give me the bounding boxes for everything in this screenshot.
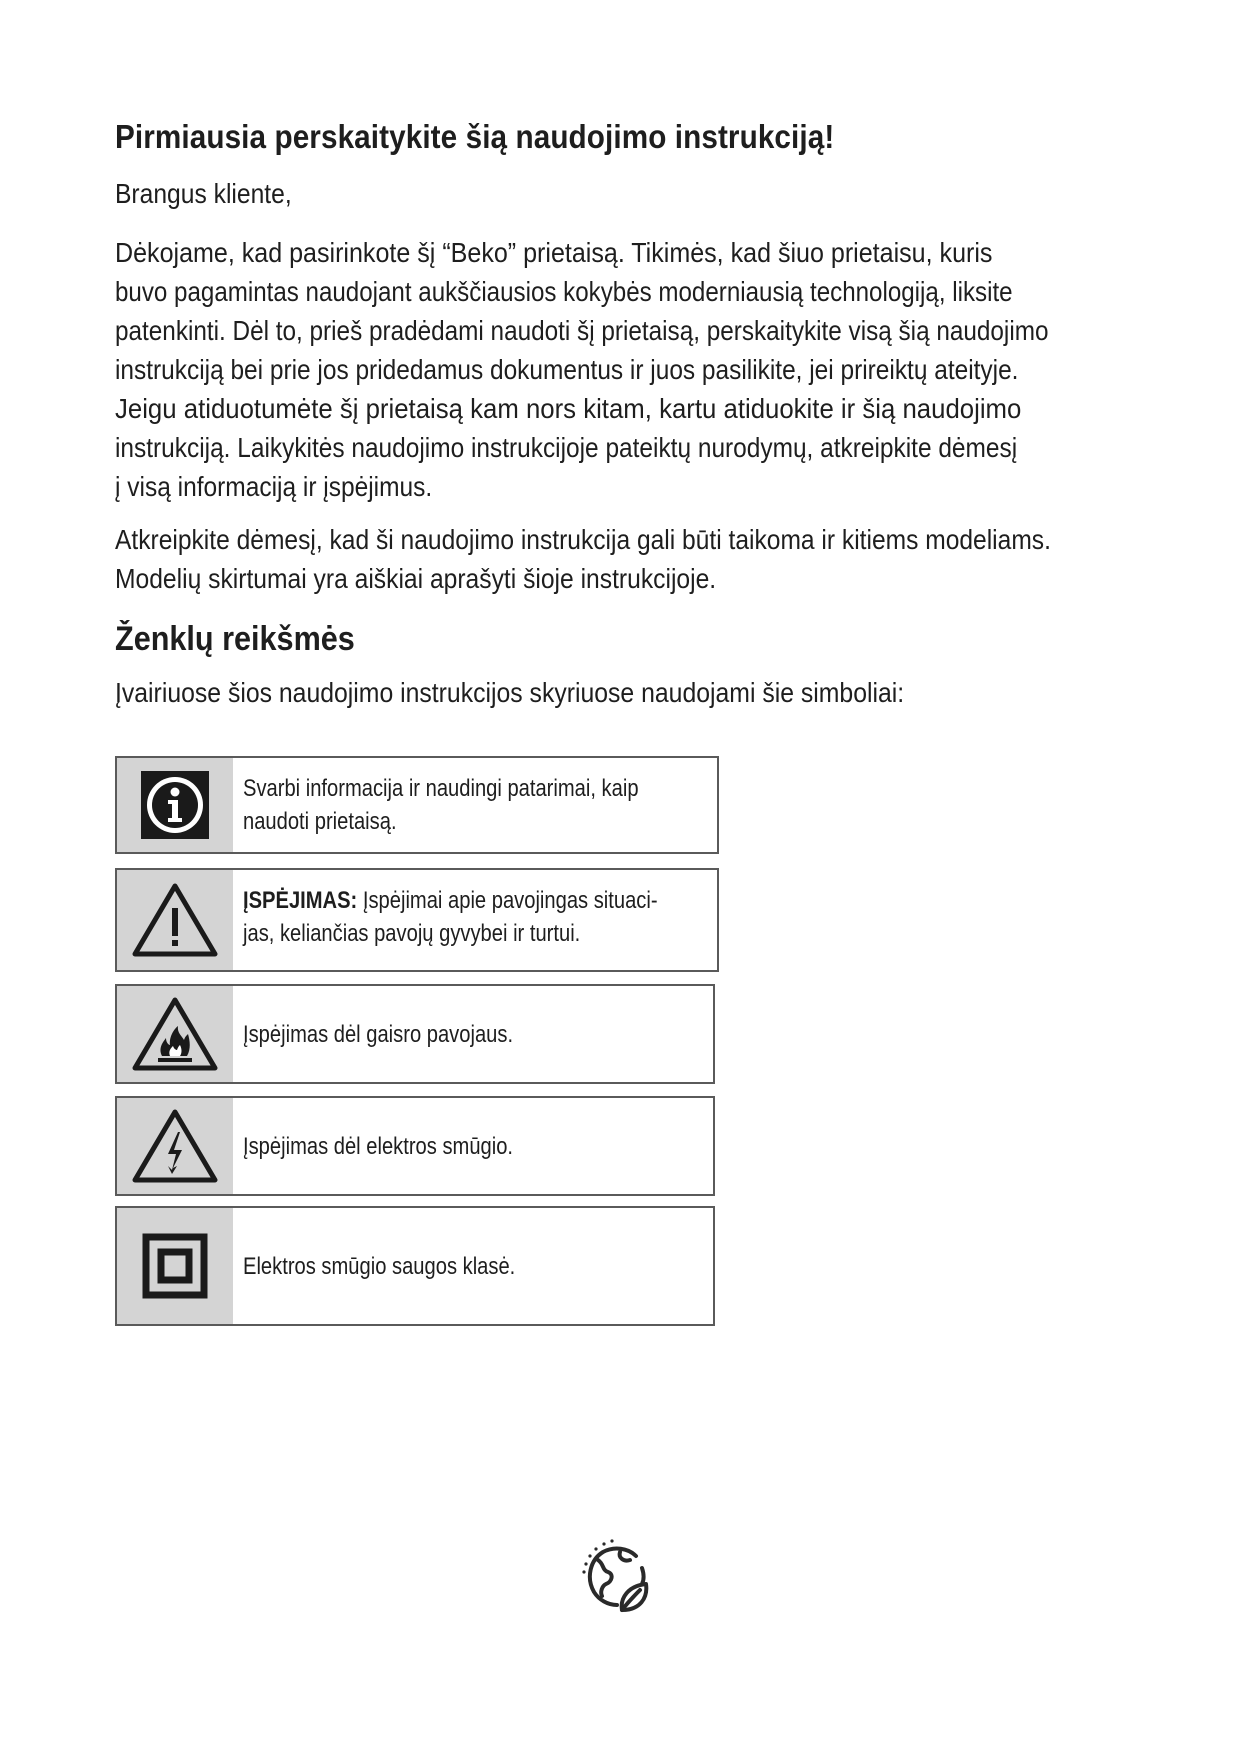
symbols-intro: Įvairiuose šios naudojimo instrukcijos skyriuose naudojami šie simboliai:	[115, 677, 905, 708]
text-line: instrukciją. Laikykitės naudojimo instrukcijoje pateiktų nurodymų, atkreipkite dėmesį	[115, 432, 1018, 463]
text-line: į visą informaciją ir įspėjimus.	[115, 471, 433, 502]
text-line: Svarbi informacija ir naudingi patarimai, kaip	[243, 775, 639, 802]
text-line: naudoti prietaisą.	[243, 808, 397, 835]
text-line: Įspėjimas dėl gaisro pavojaus.	[243, 1020, 514, 1048]
page-title: Pirmiausia perskaitykite šią naudojimo instrukciją!	[115, 118, 835, 155]
electric-shock-icon	[117, 1098, 233, 1194]
text-line: jas, keliančias pavojų gyvybei ir turtui.	[243, 920, 581, 947]
symbol-row-info	[115, 756, 719, 854]
warning-icon	[117, 870, 233, 970]
symbol-row-warning	[115, 868, 719, 972]
text-line: Elektros smūgio saugos klasė.	[243, 1252, 516, 1280]
symbol-row-protection-class	[115, 1206, 715, 1326]
symbols-heading: Ženklų reikšmės	[115, 620, 355, 658]
warning-text: Įspėjimai apie pavojingas situaci-	[357, 887, 658, 914]
protection-class-icon	[117, 1208, 233, 1324]
text-line: patenkinti. Dėl to, prieš pradėdami naudoti šį prietaisą, perskaitykite visą šią naudojimo	[115, 315, 1049, 346]
symbol-description	[233, 758, 720, 852]
symbol-row-fire	[115, 984, 715, 1084]
symbol-description	[233, 870, 743, 970]
info-icon	[117, 758, 233, 852]
text-line: Jeigu atiduotumėte šį prietaisą kam nors kitam, kartu atiduokite ir šią naudojimo	[115, 393, 1022, 424]
symbol-description	[233, 1208, 713, 1324]
text-line: Dėkojame, kad pasirinkote šį “Beko” prietaisą. Tikimės, kad šiuo prietaisu, kuris	[115, 237, 993, 268]
intro-paragraph	[115, 233, 1131, 506]
models-note-paragraph	[115, 520, 1131, 598]
text-line: buvo pagamintas naudojant aukščiausios kokybės moderniausią technologiją, liksite	[115, 276, 1013, 307]
warning-label: ĮSPĖJIMAS:	[243, 887, 358, 914]
fire-hazard-icon	[117, 986, 233, 1082]
text-line: Modelių skirtumai yra aiškiai aprašyti šioje instrukcijoje.	[115, 563, 717, 594]
page-content	[115, 118, 1131, 711]
text-line: instrukciją bei prie jos pridedamus dokumentus ir juos pasilikite, jei prireiktų ateityje.	[115, 354, 1019, 385]
text-line: Įspėjimas dėl elektros smūgio.	[243, 1132, 514, 1160]
text-line	[243, 884, 658, 917]
salutation: Brangus kliente,	[115, 178, 292, 209]
symbol-row-electric	[115, 1096, 715, 1196]
symbol-description	[233, 986, 713, 1082]
symbol-description	[233, 1098, 713, 1194]
eco-globe-leaf-icon	[578, 1538, 654, 1618]
symbols-list	[115, 756, 719, 1326]
text-line: Atkreipkite dėmesį, kad ši naudojimo instrukcija gali būti taikoma ir kitiems modeliams.	[115, 524, 1051, 555]
